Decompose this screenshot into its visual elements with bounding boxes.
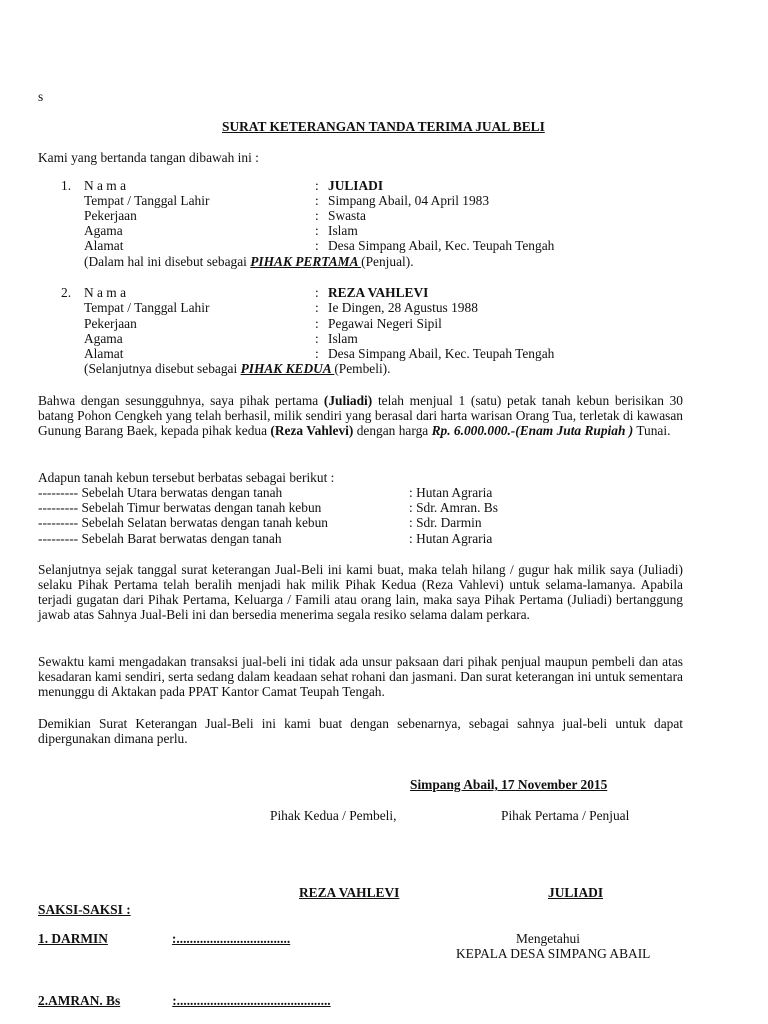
witness-1-line: :.................................. (171, 931, 291, 946)
place-date: Simpang Abail, 17 November 2015 (410, 777, 608, 792)
sale-price: Rp. 6.000.000.-(Enam Juta Rupiah ) (431, 423, 634, 438)
sale-text-1: Bahwa dengan sesungguhnya, saya pihak pertama (38, 393, 324, 408)
colon: : (315, 178, 319, 193)
border-value: : Sdr. Amran. Bs (409, 500, 498, 515)
header-mark: s (38, 89, 44, 104)
party-two-birth-value: Ie Dingen, 28 Agustus 1988 (328, 300, 478, 315)
border-side: --------- Sebelah Timur berwatas dengan tanah kebun (38, 500, 322, 515)
buyer-role: Pihak Kedua / Pembeli, (270, 808, 397, 823)
party-two-address-value: Desa Simpang Abail, Kec. Teupah Tengah (328, 346, 555, 361)
witness-2-name: 2.AMRAN. Bs (38, 993, 121, 1008)
consent-paragraph: Sewaktu kami mengadakan transaksi jual-beli ini tidak ada unsur paksaan dari pihak penjual maupun pembeli dan atas kesadaran kami sendiri, serta sedang dalam keadaan sehat rohani dan jasmani. Dan surat keterangan ini untuk sementara menunggu di Aktakan pada PPAT Kantor Camat Teupah Tengah. (38, 654, 683, 699)
party-two-number: 2. (61, 285, 72, 300)
party-two-religion-label: Agama (84, 331, 123, 346)
seller-signature-name: JULIADI (548, 885, 604, 900)
party-two-job-label: Pekerjaan (84, 316, 137, 331)
border-value: : Hutan Agraria (409, 485, 493, 500)
party-one-job-label: Pekerjaan (84, 208, 137, 223)
party-one-religion-value: Islam (328, 223, 358, 238)
party-two-name-value: REZA VAHLEVI (328, 285, 429, 300)
party-one-address-value: Desa Simpang Abail, Kec. Teupah Tengah (328, 238, 555, 253)
sale-paragraph (38, 393, 683, 438)
colon: : (315, 238, 319, 253)
witness-2 (38, 993, 331, 1008)
party-two-role: PIHAK KEDUA (240, 361, 335, 376)
witness-1 (38, 931, 290, 946)
border-side: --------- Sebelah Utara berwatas dengan tanah (38, 485, 283, 500)
party-one-address-label: Alamat (84, 238, 124, 253)
party-two-birth-label: Tempat / Tanggal Lahir (84, 300, 210, 315)
seller-role: Pihak Pertama / Penjual (501, 808, 630, 823)
border-value: : Hutan Agraria (409, 531, 493, 546)
document-title: SURAT KETERANGAN TANDA TERIMA JUAL BELI (222, 119, 545, 134)
sale-text-2: telah menjual 1 (satu) petak tanah kebun berisikan 30 batang Pohon Cengkeh yang telah berhasil, milik sendiri yang berasal dari harta warisan Orang Tua, terletak di kawasan Gunung Barang Baek, kepada pihak kedua (38, 393, 683, 438)
party-one-note-post: (Penjual). (361, 254, 414, 269)
party-two-job-value: Pegawai Negeri Sipil (328, 316, 442, 331)
border-side: --------- Sebelah Selatan berwatas dengan tanah kebun (38, 515, 328, 530)
colon: : (315, 316, 319, 331)
acknowledged-label: Mengetahui (516, 931, 580, 946)
witness-2-line: :.............................................. (172, 993, 331, 1008)
party-two-note-post: (Pembeli). (334, 361, 391, 376)
borders-intro: Adapun tanah kebun tersebut berbatas sebagai berikut : (38, 470, 335, 485)
party-one-note (84, 254, 414, 269)
border-value: : Sdr. Darmin (409, 515, 482, 530)
village-head-title: KEPALA DESA SIMPANG ABAIL (456, 946, 651, 961)
party-one-name-label: N a m a (84, 178, 127, 193)
buyer-signature-name: REZA VAHLEVI (299, 885, 400, 900)
transfer-paragraph: Selanjutnya sejak tanggal surat keterangan Jual-Beli ini kami buat, maka telah hilang / gugur hak milik saya (Juliadi) selaku Pihak Pertama telah beralih menjadi hak milik Pihak Kedua (Reza Vahlevi) untuk selama-lamanya. Apabila terjadi gugatan dari Pihak Pertama, Keluarga / Famili atau orang lain, maka saya Pihak Pertama (Juliadi) bertanggung jawab atas Sahnya Jual-Beli ini dan bersedia menerima segala resiko selama dalam perkara. (38, 562, 683, 622)
party-one-religion-label: Agama (84, 223, 123, 238)
witness-1-name: 1. DARMIN (38, 931, 108, 946)
witnesses-heading: SAKSI-SAKSI : (38, 902, 131, 917)
sale-seller: (Juliadi) (323, 393, 373, 408)
sale-buyer: (Reza Vahlevi) (270, 423, 354, 438)
colon: : (315, 300, 319, 315)
intro-text: Kami yang bertanda tangan dibawah ini : (38, 150, 259, 165)
party-two-address-label: Alamat (84, 346, 124, 361)
border-side: --------- Sebelah Barat berwatas dengan tanah (38, 531, 282, 546)
party-one-birth-label: Tempat / Tanggal Lahir (84, 193, 210, 208)
party-two-name-label: N a m a (84, 285, 127, 300)
colon: : (315, 208, 319, 223)
party-one-note-pre: (Dalam hal ini disebut sebagai (84, 254, 251, 269)
party-one-name-value: JULIADI (328, 178, 384, 193)
party-two-note-pre: (Selanjutnya disebut sebagai (84, 361, 241, 376)
party-one-job-value: Swasta (328, 208, 366, 223)
party-one-role: PIHAK PERTAMA (250, 254, 362, 269)
sale-text-4: Tunai. (633, 423, 671, 438)
colon: : (315, 346, 319, 361)
party-two-religion-value: Islam (328, 331, 358, 346)
party-two-note (84, 361, 390, 376)
party-one-number: 1. (61, 178, 72, 193)
colon: : (315, 223, 319, 238)
colon: : (315, 193, 319, 208)
closing-paragraph: Demikian Surat Keterangan Jual-Beli ini kami buat dengan sebenarnya, sebagai sahnya jual-beli untuk dapat dipergunakan dimana perlu. (38, 716, 683, 746)
party-one-birth-value: Simpang Abail, 04 April 1983 (328, 193, 490, 208)
sale-text-3: dengan harga (353, 423, 432, 438)
colon: : (315, 285, 319, 300)
colon: : (315, 331, 319, 346)
